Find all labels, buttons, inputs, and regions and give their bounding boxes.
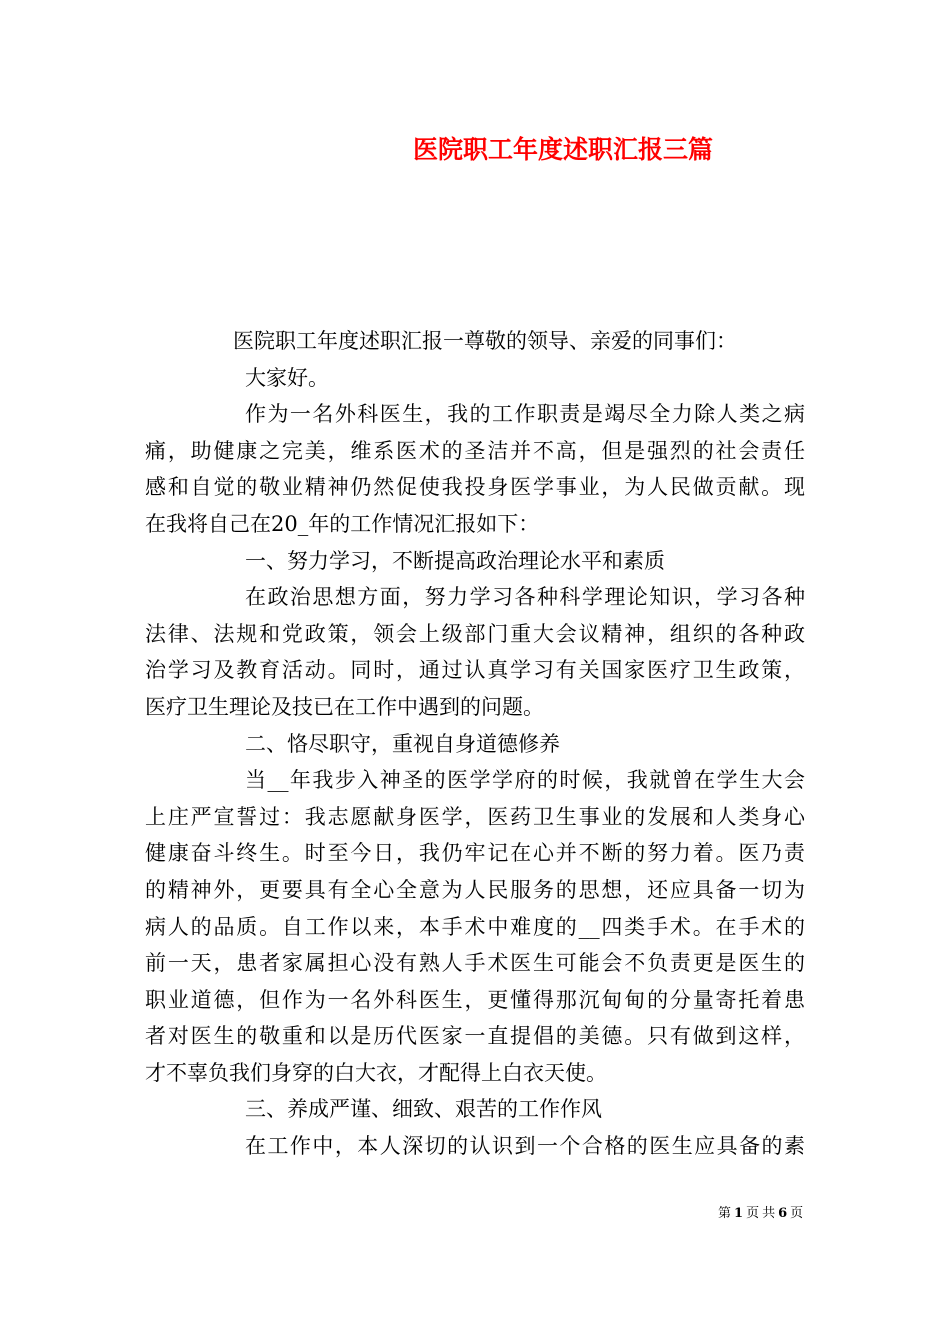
paragraph-line: 健康奋斗终生。时至今日，我仍牢记在心并不断的努力着。医乃责	[145, 841, 805, 866]
footer-page-word-end: 页	[790, 1206, 804, 1221]
paragraph	[145, 1128, 805, 1165]
paragraph-line: 的精神外，更要具有全心全意为人民服务的思想，还应具备一切为	[145, 877, 805, 902]
document-title: 医院职工年度述职汇报三篇	[413, 135, 714, 164]
paragraph	[145, 396, 805, 542]
paragraph-line: 在政治思想方面，努力学习各种科学理论知识，学习各种	[245, 585, 805, 610]
paragraph-line: 者对医生的敬重和以是历代医家一直提倡的美德。只有做到这样，	[145, 1024, 805, 1049]
paragraph-line: 医院职工年度述职汇报一尊敬的领导、亲爱的同事们：	[233, 329, 737, 353]
paragraph	[145, 543, 805, 580]
paragraph-line: 痛，助健康之完美，维系医术的圣洁并不高，但是强烈的社会责任	[145, 438, 805, 463]
paragraph-line: 法律、法规和党政策，领会上级部门重大会议精神，组织的各种政	[145, 621, 805, 646]
footer-prefix: 第	[718, 1206, 732, 1221]
footer-total-word: 共	[762, 1206, 776, 1221]
paragraph-line: 病人的品质。自工作以来，本手术中难度的__四类手术。在手术的	[145, 914, 805, 939]
paragraph-line: 一、努力学习，不断提高政治理论水平和素质	[245, 548, 665, 573]
page-footer	[718, 1205, 806, 1223]
paragraph	[145, 323, 805, 360]
footer-page-word: 页	[746, 1206, 760, 1221]
paragraph	[145, 762, 805, 1091]
paragraph-line: 职业道德，但作为一名外科医生，更懂得那沉甸甸的分量寄托着患	[145, 987, 805, 1012]
paragraph-line: 当__年我步入神圣的医学学府的时候，我就曾在学生大会	[245, 768, 805, 793]
footer-total-pages: 6	[778, 1206, 788, 1221]
document-body	[145, 323, 805, 1165]
paragraph-line: 治学习及教育活动。同时，通过认真学习有关国家医疗卫生政策，	[145, 658, 805, 683]
paragraph-line: 才不辜负我们身穿的白大衣，才配得上白衣天使。	[145, 1060, 607, 1085]
paragraph-line: 医疗卫生理论及技已在工作中遇到的问题。	[145, 694, 544, 719]
footer-current-page: 1	[734, 1206, 744, 1221]
paragraph	[145, 726, 805, 763]
paragraph-line: 上庄严宣誓过：我志愿献身医学，医药卫生事业的发展和人类身心	[145, 804, 805, 829]
paragraph-line: 感和自觉的敬业精神仍然促使我投身医学事业，为人民做贡献。现	[145, 475, 805, 500]
paragraph-line: 在工作中，本人深切的认识到一个合格的医生应具备的素	[245, 1134, 805, 1159]
paragraph-line: 大家好。	[245, 365, 329, 390]
paragraph-line: 作为一名外科医生，我的工作职责是竭尽全力除人类之病	[245, 402, 805, 427]
paragraph-line: 在我将自己在20_年的工作情况汇报如下：	[145, 511, 540, 536]
paragraph-line: 前一天，患者家属担心没有熟人手术医生可能会不负责更是医生的	[145, 951, 805, 976]
paragraph	[145, 360, 805, 397]
paragraph	[145, 579, 805, 725]
paragraph	[145, 1091, 805, 1128]
paragraph-line: 二、恪尽职守，重视自身道德修养	[245, 731, 560, 756]
paragraph-line: 三、养成严谨、细致、艰苦的工作作风	[245, 1097, 602, 1122]
